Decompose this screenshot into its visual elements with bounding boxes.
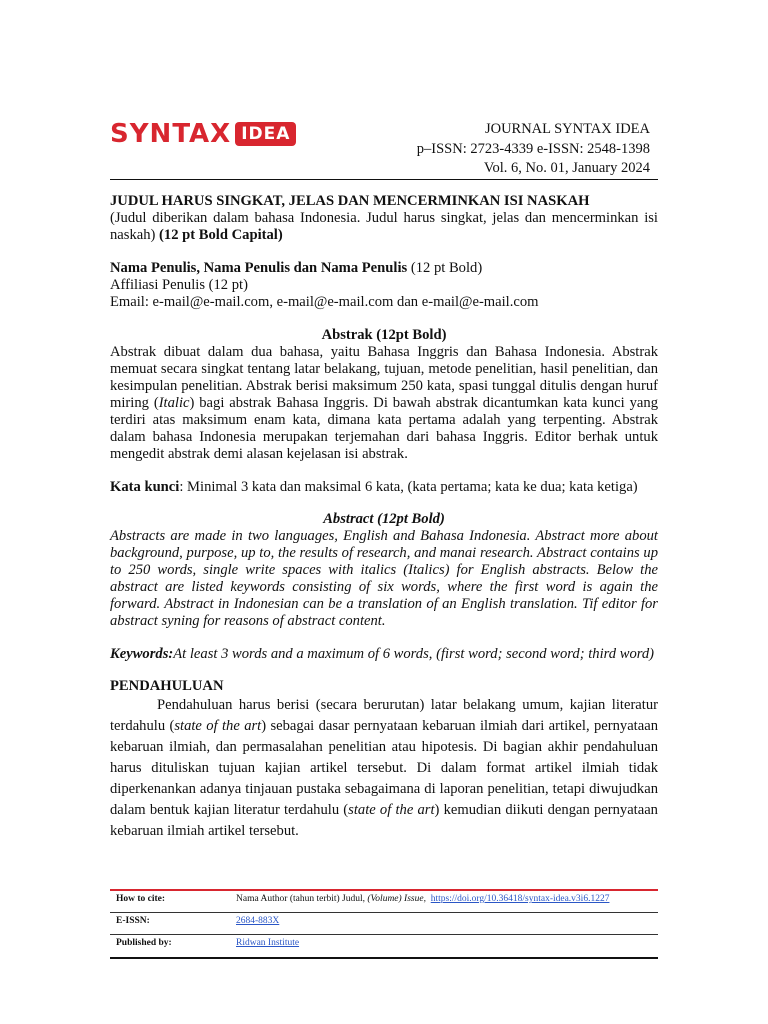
author-email: Email: e-mail@e-mail.com, e-mail@e-mail.com dan e-mail@e-mail.com (110, 294, 539, 310)
keywords (110, 646, 658, 663)
author-names-text: Nama Penulis, Nama Penulis dan Nama Penulis (110, 260, 408, 276)
how-to-cite-italic: (Volume) Issue, (367, 894, 426, 904)
pendahuluan-text (110, 695, 658, 842)
citation-row-how-to-cite (110, 891, 658, 913)
kata-kunci-label: Kata kunci (110, 479, 180, 495)
keywords-label: Keywords: (110, 646, 174, 662)
citation-row-publisher (110, 935, 658, 959)
journal-issn: p–ISSN: 2723-4339 e-ISSN: 2548-1398 (416, 140, 650, 157)
subtitle-note: (12 pt Bold Capital) (159, 227, 283, 243)
abstrak-text-italic: Italic (158, 395, 190, 411)
how-to-cite-value (236, 893, 658, 905)
pendahuluan-italic2: state of the art (348, 802, 435, 818)
article-title: JUDUL HARUS SINGKAT, JELAS DAN MENCERMINKAN ISI NASKAH (110, 193, 590, 209)
how-to-cite-label: How to cite: (116, 894, 166, 904)
eissn-link[interactable]: 2684-883X (236, 916, 280, 926)
author-names-note: (12 pt Bold) (407, 260, 483, 276)
citation-row-eissn (110, 913, 658, 935)
journal-info (417, 120, 650, 179)
abstrak-text (110, 344, 658, 463)
keywords-text: At least 3 words and a maximum of 6 words, (first word; second word; third word) (173, 646, 655, 662)
abstrak-heading: Abstrak (12pt Bold) (321, 327, 447, 343)
doi-link[interactable]: https://doi.org/10.36418/syntax-idea.v3i6.1227 (430, 894, 610, 904)
logo-badge: IDEA (235, 122, 296, 146)
kata-kunci (110, 479, 658, 496)
article-content (110, 193, 658, 842)
how-to-cite-text: Nama Author (tahun terbit) Judul, (236, 894, 368, 904)
subtitle-text: (Judul diberikan dalam bahasa Indonesia. Judul harus singkat, jelas dan mencerminkan isi naskah) (110, 210, 658, 243)
pendahuluan-part1: Pendahuluan harus berisi (secara berurutan) latar belakang umum, kajian literatur terdahulu ( (110, 697, 658, 734)
author-affiliation: Affiliasi Penulis (12 pt) (110, 277, 248, 293)
logo-wordmark: SYNTAX (110, 119, 232, 149)
journal-name: JOURNAL SYNTAX IDEA (484, 121, 650, 137)
pendahuluan-italic1: state of the art (174, 718, 262, 734)
pendahuluan-part3: ) kemudian diikuti dengan pernyataan kebaruan ilmiah artikel tersebut. (110, 802, 658, 839)
syntax-idea-logo (110, 120, 296, 148)
abstract-text: Abstracts are made in two languages, English and Bahasa Indonesia. Abstract more about background, purpose, up to, the results of research, and manai research. Abstract contains up to 250 words, single write spaces with italics (Italics) for English abstracts. Below the abstract are listed keywords consisting of six words, where the first word is again the forward. Abstract in Indonesian can be a translation of an English translation. Tif editor for abstract syning for reasons of abstract content. (110, 528, 658, 629)
kata-kunci-text: : Minimal 3 kata dan maksimal 6 kata, (kata pertama; kata ke dua; kata ketiga) (179, 479, 638, 495)
header-divider (110, 179, 658, 180)
author-names (110, 260, 658, 277)
pendahuluan-heading: PENDAHULUAN (110, 678, 224, 694)
pendahuluan-part2: ) sebagai dasar pernyataan kebaruan ilmiah dari artikel, pernyataan kebaruan ilmiah, dan permasalahan penelitian atau hipotesis. Di bagian akhir pendahuluan harus dituliskan tujuan kajian artikel tersebut. Di dalam format artikel ilmiah tidak diperkenankan adanya tinjauan pustaka sebagaimana di laporan penelitian, tetapi diwujudkan dalam bentuk kajian literatur terdahulu ( (110, 718, 658, 818)
publisher-label: Published by: (116, 938, 172, 948)
journal-volume: Vol. 6, No. 01, January 2024 (483, 160, 650, 176)
abstrak-text-part2: ) bagi abstrak Bahasa Inggris. Di bawah abstrak dicantumkan kata kunci yang terdiri atas maksimum enam kata, dimana kata pertama adalah yang terpenting. Abstrak dalam bahasa Indonesia merupakan terjemahan dari bahasa Inggris. Editor berhak untuk mengedit abstrak demi alasan kejelasan isi abstrak. (110, 395, 658, 462)
abstrak-text-part1: Abstrak dibuat dalam dua bahasa, yaitu Bahasa Inggris dan Bahasa Indonesia. Abstrak memuat secara singkat tentang latar belakang, tujuan, metode penelitian, hasil penelitian, dan kesimpulan penelitian. Abstrak berisi maksimum 250 kata, spasi tunggal ditulis dengan huruf miring ( (110, 344, 658, 411)
publisher-link[interactable]: Ridwan Institute (236, 938, 300, 948)
eissn-label: E-ISSN: (116, 916, 150, 926)
title-subtitle (110, 210, 658, 244)
journal-header (110, 118, 658, 180)
citation-table (110, 889, 658, 959)
abstract-heading: Abstract (12pt Bold) (323, 511, 445, 527)
